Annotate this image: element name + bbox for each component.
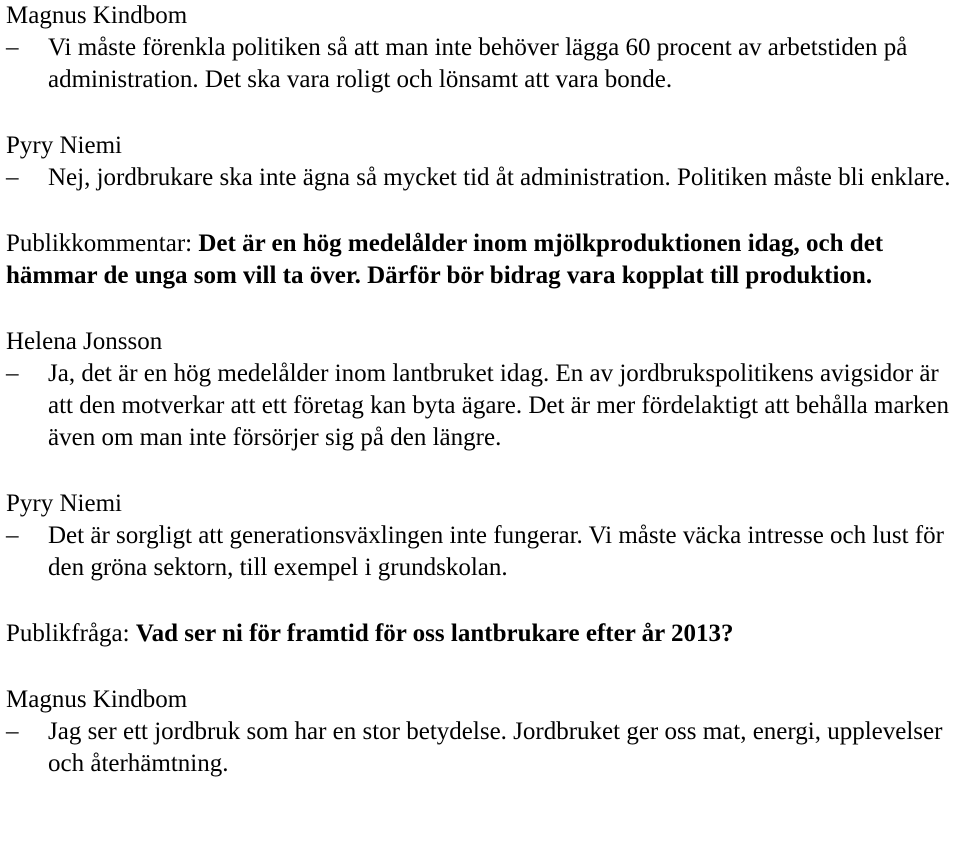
dash-marker: – xyxy=(6,522,19,549)
spacer xyxy=(6,292,956,326)
spacer xyxy=(6,96,956,130)
speaker-name: Helena Jonsson xyxy=(6,328,163,355)
speech-reply xyxy=(6,716,956,780)
speaker-name: Pyry Niemi xyxy=(6,132,122,159)
speech-text: Det är sorgligt att generationsväxlingen inte fungerar. Vi måste väcka intresse och lust för den gröna sektorn, till exempel i grundskolan. xyxy=(48,522,944,581)
document-body xyxy=(6,0,956,780)
speech-text: Nej, jordbrukare ska inte ägna så mycket tid åt administration. Politiken måste bli enklare. xyxy=(48,164,951,191)
speech-reply xyxy=(6,358,956,454)
speech-text: Ja, det är en hög medelålder inom lantbruket idag. En av jordbrukspolitikens avigsidor är att den motverkar att ett företag kan byta ägare. Det är mer fördelaktigt att behålla marken även om man inte försörjer sig på den längre. xyxy=(48,360,949,451)
spacer xyxy=(6,650,956,684)
audience-comment-text: Det är en hög medelålder inom mjölkproduktionen idag, och det hämmar de unga som vill ta över. Därför bör bidrag vara kopplat till produktion. xyxy=(6,230,884,289)
dash-marker: – xyxy=(6,164,19,191)
dash-marker: – xyxy=(6,718,19,745)
audience-question-label: Publikfråga: xyxy=(6,620,130,647)
audience-comment xyxy=(6,228,956,292)
speech-text: Vi måste förenkla politiken så att man inte behöver lägga 60 procent av arbetstiden på administration. Det ska vara roligt och lönsamt att vara bonde. xyxy=(48,34,908,93)
spacer xyxy=(6,584,956,618)
speech-text: Jag ser ett jordbruk som har en stor betydelse. Jordbruket ger oss mat, energi, upplevelser och återhämtning. xyxy=(48,718,943,777)
speaker-name: Pyry Niemi xyxy=(6,490,122,517)
audience-comment-label: Publikkommentar: xyxy=(6,230,193,257)
audience-question xyxy=(6,618,956,650)
speech-reply xyxy=(6,162,956,194)
spacer xyxy=(6,194,956,228)
audience-question-text: Vad ser ni för framtid för oss lantbrukare efter år 2013? xyxy=(135,620,734,647)
dash-marker: – xyxy=(6,34,19,61)
speech-reply xyxy=(6,520,956,584)
speaker-name: Magnus Kindbom xyxy=(6,2,188,29)
dash-marker: – xyxy=(6,360,19,387)
spacer xyxy=(6,454,956,488)
speech-reply xyxy=(6,32,956,96)
speaker-name: Magnus Kindbom xyxy=(6,686,188,713)
